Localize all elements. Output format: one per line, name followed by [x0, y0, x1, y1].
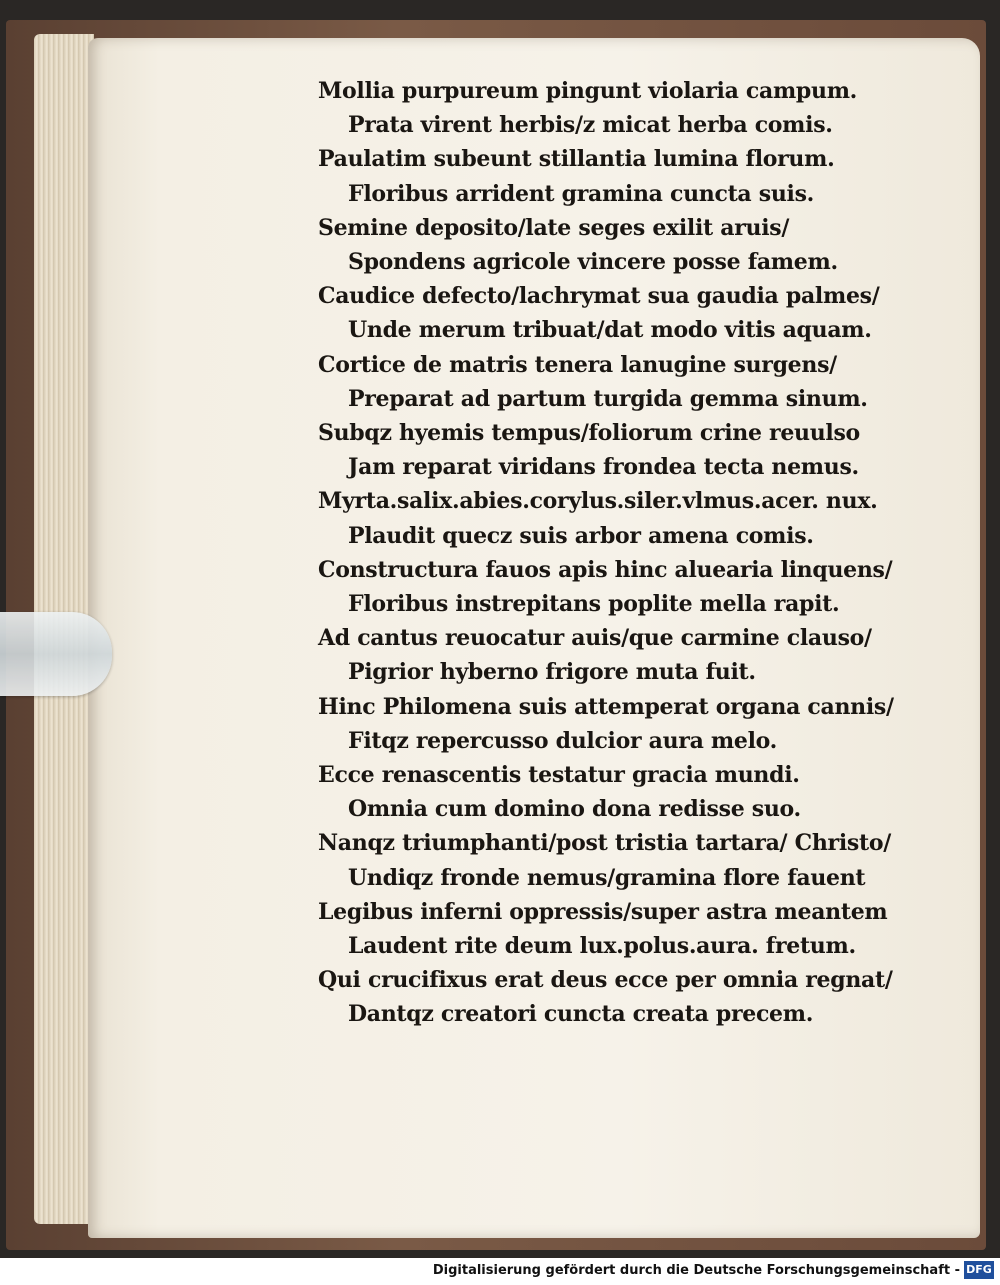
- verse-line: Fitqz repercusso dulcior aura melo.: [348, 727, 777, 754]
- verse-line: Laudent rite deum lux.polus.aura. fretum.: [348, 933, 856, 960]
- verse-line: Undiqz fronde nemus/gramina flore fauent: [348, 864, 866, 891]
- verse-line: Semine deposito/late seges exilit aruis/: [318, 214, 790, 241]
- footer-bar: [0, 1258, 1000, 1285]
- verse-line: Pigrior hyberno frigore muta fuit.: [348, 659, 756, 686]
- verse-line: Paulatim subeunt stillantia lumina florum.: [318, 146, 835, 173]
- verse-line: Myrta.salix.abies.corylus.siler.vlmus.acer. nux.: [318, 488, 878, 515]
- verse-line: Unde merum tribuat/dat modo vitis aquam.: [348, 317, 872, 344]
- dfg-logo: DFG: [964, 1261, 994, 1279]
- verse-line: Mollia purpureum pingunt violaria campum.: [318, 78, 858, 104]
- verse-line: Floribus arrident gramina cuncta suis.: [348, 180, 815, 207]
- verse-line: Prata virent herbis/z micat herba comis.: [348, 112, 833, 139]
- verse-line: Dantqz creatori cuncta creata precem.: [348, 1001, 814, 1028]
- verse-line: Qui crucifixus erat deus ecce per omnia regnat/: [318, 967, 893, 994]
- verse-line: Omnia cum domino dona redisse suo.: [348, 796, 801, 823]
- verse-line: Plaudit quecz suis arbor amena comis.: [348, 522, 814, 549]
- verse-line: Hinc Philomena suis attemperat organa cannis/: [318, 693, 894, 720]
- verse-line: Ecce renascentis testatur gracia mundi.: [318, 762, 800, 789]
- page-clip: [0, 612, 112, 696]
- footer-credit: Digitalisierung gefördert durch die Deutsche Forschungsgemeinschaft -: [432, 1263, 960, 1278]
- poem-text: [318, 74, 894, 1032]
- verse-line: Floribus instrepitans poplite mella rapit.: [348, 591, 840, 618]
- verse-line: Preparat ad partum turgida gemma sinum.: [348, 385, 868, 412]
- verse-line: Ad cantus reuocatur auis/que carmine clauso/: [318, 625, 872, 652]
- verse-line: Caudice defecto/lachrymat sua gaudia palmes/: [318, 283, 880, 310]
- verse-line: Subqz hyemis tempus/foliorum crine reuulso: [318, 420, 860, 447]
- verse-line: Spondens agricole vincere posse famem.: [348, 249, 838, 276]
- verse-line: Legibus inferni oppressis/super astra meantem: [318, 898, 888, 925]
- verse-line: Nanqz triumphanti/post tristia tartara/ Christo/: [318, 830, 891, 857]
- verse-line: Cortice de matris tenera lanugine surgens/: [318, 351, 837, 378]
- verse-line: Constructura fauos apis hinc aluearia linquens/: [318, 556, 893, 583]
- verse-line: Jam reparat viridans frondea tecta nemus.: [348, 454, 859, 481]
